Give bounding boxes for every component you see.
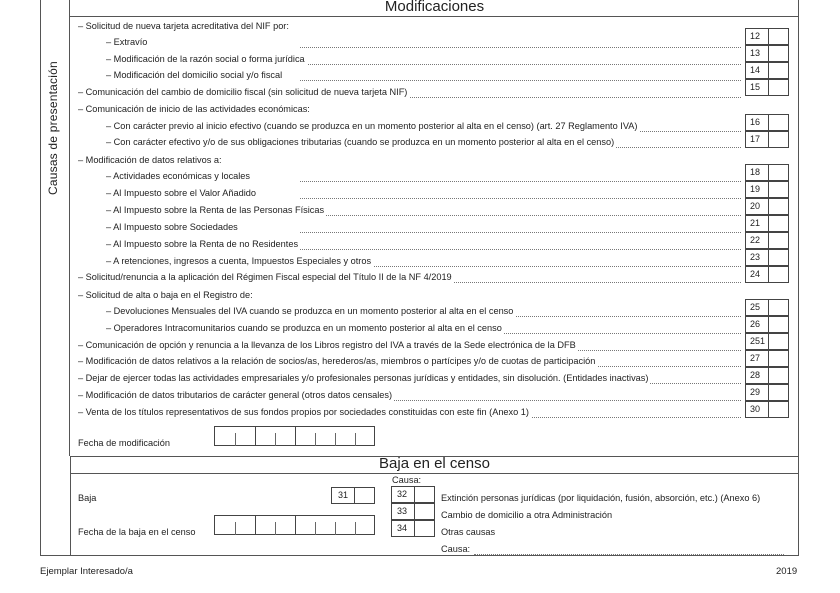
checkbox-21[interactable]	[745, 215, 789, 232]
option-label-17: – Con carácter efectivo y/o de sus obligaciones tributarias (cuando se produzca en un momento posterior al alta en el censo)	[106, 137, 615, 147]
checkbox-29[interactable]	[745, 384, 789, 401]
date-tick	[315, 433, 316, 446]
date-divider	[255, 427, 256, 445]
leader-dots	[300, 47, 741, 48]
option-label-22: – Al Impuesto sobre la Renta de no Residentes	[106, 239, 299, 249]
fecha-baja-label: Fecha de la baja en el censo	[78, 527, 196, 537]
code-number: 18	[750, 167, 761, 177]
causa-code: 32	[397, 489, 408, 499]
code-number: 16	[750, 117, 761, 127]
checkbox-26[interactable]	[745, 316, 789, 333]
causa-text-34: Otras causas	[441, 527, 496, 537]
checkbox-30[interactable]	[745, 401, 789, 418]
checkbox-23[interactable]	[745, 249, 789, 266]
checkbox-22[interactable]	[745, 232, 789, 249]
box-divider	[768, 29, 769, 44]
checkbox-28[interactable]	[745, 367, 789, 384]
causa-checkbox-34[interactable]	[391, 520, 435, 537]
code-number: 25	[750, 302, 761, 312]
code-number: 24	[750, 269, 761, 279]
option-label-13: – Modificación de la razón social o forma jurídica	[106, 54, 305, 64]
box-divider	[768, 63, 769, 78]
box-divider	[768, 300, 769, 315]
code-number: 28	[750, 370, 761, 380]
baja-left-border	[70, 456, 71, 556]
box-divider	[768, 115, 769, 130]
option-label-18: – Actividades económicas y locales	[106, 171, 251, 181]
checkbox-14[interactable]	[745, 62, 789, 79]
option-label-27: – Modificación de datos relativos a la relación de socios/as, herederos/as, miembros o partícipes y/o de cuotas de participación	[78, 356, 596, 366]
baja-label: Baja	[78, 493, 97, 503]
option-label-14: – Modificación del domicilio social y/o fiscal	[106, 70, 283, 80]
date-divider	[295, 516, 296, 534]
leader-dots	[300, 181, 741, 182]
option-label-19: – Al Impuesto sobre el Valor Añadido	[106, 188, 256, 198]
box-divider	[768, 182, 769, 197]
box-divider	[768, 233, 769, 248]
leader-dots	[300, 232, 741, 233]
box-divider	[768, 334, 769, 349]
date-tick	[355, 522, 356, 535]
code-number: 12	[750, 31, 761, 41]
baja-code-box[interactable]	[331, 487, 375, 504]
date-divider	[255, 516, 256, 534]
option-label-251: – Comunicación de opción y renuncia a la llevanza de los Libros registro del IVA a través de la Sede electrónica de la DFB	[78, 340, 576, 350]
section-divider	[70, 16, 799, 17]
fecha-modificacion-input[interactable]	[214, 426, 375, 446]
date-tick	[275, 433, 276, 446]
checkbox-20[interactable]	[745, 198, 789, 215]
box-divider	[768, 267, 769, 282]
box-divider	[414, 521, 415, 536]
checkbox-15[interactable]	[745, 79, 789, 96]
checkbox-25[interactable]	[745, 299, 789, 316]
code-number: 21	[750, 218, 761, 228]
fecha-baja-input[interactable]	[214, 515, 375, 535]
group-heading: – Modificación de datos relativos a:	[78, 155, 222, 165]
date-tick	[355, 433, 356, 446]
leader-dots	[300, 80, 741, 81]
checkbox-27[interactable]	[745, 350, 789, 367]
group-heading: – Comunicación de inicio de las actividades económicas:	[78, 104, 310, 114]
box-divider	[414, 504, 415, 519]
box-divider	[768, 250, 769, 265]
box-divider	[768, 402, 769, 417]
causa-code: 34	[397, 523, 408, 533]
box-divider	[768, 351, 769, 366]
option-label-16: – Con carácter previo al inicio efectivo (cuando se produzca en un momento posterior al alta en el censo) (art. 27 Reglamento IVA)	[106, 121, 638, 131]
causa-free-label: Causa:	[441, 544, 471, 554]
code-number: 20	[750, 201, 761, 211]
option-label-24: – Solicitud/renuncia a la aplicación del Régimen Fiscal especial del Título II de la NF 4/2019	[78, 272, 452, 282]
option-label-26: – Operadores Intracomunitarios cuando se produzca en un momento posterior al alta en el censo	[106, 323, 502, 333]
causa-checkbox-32[interactable]	[391, 486, 435, 503]
box-divider	[768, 385, 769, 400]
checkbox-251[interactable]	[745, 333, 789, 350]
causa-header: Causa:	[392, 475, 422, 485]
checkbox-24[interactable]	[745, 266, 789, 283]
footer-copy-label: Ejemplar Interesado/a	[40, 566, 133, 577]
code-number: 17	[750, 134, 761, 144]
code-number: 13	[750, 48, 761, 58]
box-divider	[768, 199, 769, 214]
code-number: 30	[750, 404, 761, 414]
box-divider	[354, 488, 355, 503]
box-divider	[768, 80, 769, 95]
code-number: 27	[750, 353, 761, 363]
checkbox-12[interactable]	[745, 28, 789, 45]
option-label-20: – Al Impuesto sobre la Renta de las Personas Físicas	[106, 205, 325, 215]
footer-year: 2019	[776, 566, 798, 577]
side-label: Causas de presentación	[46, 61, 60, 195]
leader-dots	[300, 215, 741, 216]
box-divider	[768, 216, 769, 231]
code-number: 22	[750, 235, 761, 245]
option-label-28: – Dejar de ejercer todas las actividades empresariales y/o profesionales personas jurídicas y entidades, sin disolución. (Entidades inactivas)	[78, 373, 649, 383]
option-label-30: – Venta de los títulos representativos de sus fondos propios por sociedades constituidas con este fin (Anexo 1)	[78, 407, 529, 417]
option-label-29: – Modificación de datos tributarios de carácter general (otros datos censales)	[78, 390, 393, 400]
group-heading: – Solicitud de alta o baja en el Registro de:	[78, 290, 253, 300]
date-tick	[235, 433, 236, 446]
box-divider	[768, 165, 769, 180]
checkbox-16[interactable]	[745, 114, 789, 131]
box-divider	[768, 46, 769, 61]
section-title-modificaciones: Modificaciones	[384, 0, 485, 15]
code-number: 14	[750, 65, 761, 75]
box-divider	[768, 132, 769, 147]
option-label-23: – A retenciones, ingresos a cuenta, Impuestos Especiales y otros	[106, 256, 372, 266]
code-number: 23	[750, 252, 761, 262]
date-divider	[295, 427, 296, 445]
checkbox-19[interactable]	[745, 181, 789, 198]
code-number: 29	[750, 387, 761, 397]
fecha-modificacion-label: Fecha de modificación	[78, 438, 170, 448]
date-tick	[335, 433, 336, 446]
box-divider	[768, 317, 769, 332]
code-number: 26	[750, 319, 761, 329]
leader-dots	[300, 249, 741, 250]
group-heading: – Solicitud de nueva tarjeta acreditativa del NIF por:	[78, 21, 289, 31]
option-label-25: – Devoluciones Mensuales del IVA cuando se produzca en un momento posterior al alta en el censo	[106, 306, 514, 316]
section-title-baja: Baja en el censo	[379, 455, 490, 472]
checkbox-17[interactable]	[745, 131, 789, 148]
date-tick	[335, 522, 336, 535]
section-divider	[70, 473, 799, 474]
option-label-12: – Extravío	[106, 37, 148, 47]
causa-text-32: Extinción personas jurídicas (por liquidación, fusión, absorción, etc.) (Anexo 6)	[441, 493, 761, 503]
causa-text-33: Cambio de domicilio a otra Administración	[441, 510, 613, 520]
leader-dots	[300, 198, 741, 199]
option-label-15: – Comunicación del cambio de domicilio fiscal (sin solicitud de nueva tarjeta NIF)	[78, 87, 408, 97]
causa-free-line[interactable]	[474, 554, 784, 555]
code-number: 19	[750, 184, 761, 194]
box-divider	[414, 487, 415, 502]
causa-code: 33	[397, 506, 408, 516]
date-tick	[275, 522, 276, 535]
date-tick	[315, 522, 316, 535]
baja-code: 31	[338, 490, 349, 500]
checkbox-18[interactable]	[745, 164, 789, 181]
causa-checkbox-33[interactable]	[391, 503, 435, 520]
code-number: 251	[750, 336, 766, 346]
checkbox-13[interactable]	[745, 45, 789, 62]
option-label-21: – Al Impuesto sobre Sociedades	[106, 222, 238, 232]
date-tick	[235, 522, 236, 535]
code-number: 15	[750, 82, 761, 92]
leader-dots	[300, 64, 741, 65]
box-divider	[768, 368, 769, 383]
